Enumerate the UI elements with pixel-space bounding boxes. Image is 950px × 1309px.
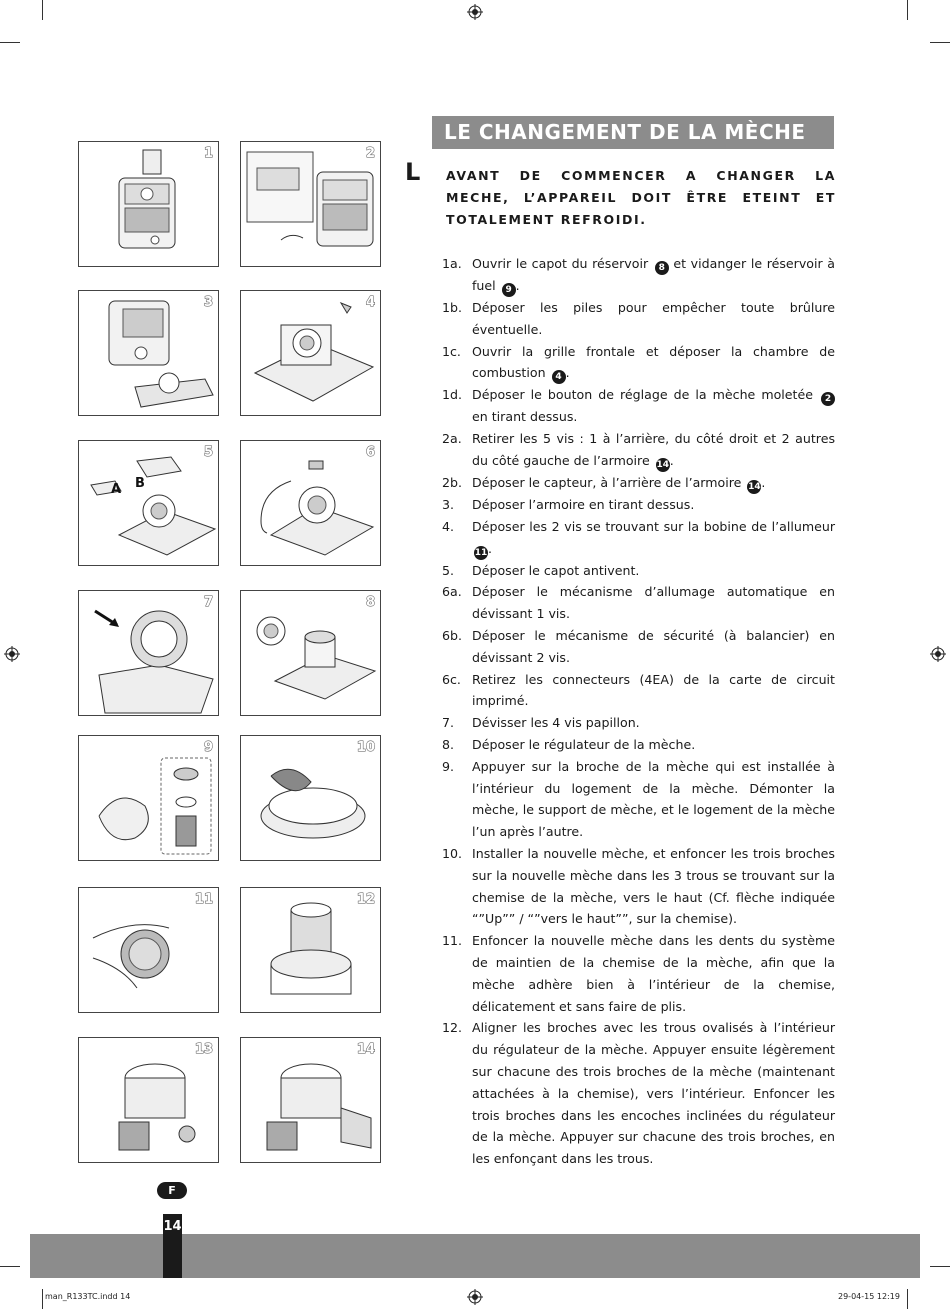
step-item (442, 625, 835, 669)
step-item (442, 297, 835, 341)
heater-battery-illustration-icon (241, 142, 380, 266)
figure-number: 4 (365, 295, 375, 310)
step-item (442, 712, 835, 734)
step-text-segment: Installer la nouvelle mèche, et enfoncer les trois broches sur la nouvelle mèche dans les 3 trous se trouvant sur la chemise de la mèche, vers le haut (Cf. flèche indiquée “”Up”” / “”vers le haut””, sur la chemise). (472, 845, 835, 927)
heater-sensor-illustration-icon (241, 441, 380, 565)
language-badge: F (157, 1182, 187, 1199)
step-number: 8. (442, 736, 455, 752)
safety-mechanism-illustration-icon (241, 591, 380, 715)
figure-14 (240, 1037, 381, 1163)
step-text-segment: Déposer le capot antivent. (472, 562, 640, 578)
figure-number: 2 (365, 146, 375, 161)
figure-3 (78, 290, 219, 416)
step-number: 3. (442, 496, 455, 512)
step-item (442, 472, 835, 494)
figure-number: 13 (194, 1042, 213, 1057)
figure-label-a: A (111, 482, 122, 497)
step-text (472, 712, 835, 734)
step-text-segment: Déposer le régulateur de la mèche. (472, 736, 696, 752)
step-text-segment: Appuyer sur la broche de la mèche qui est installée à l’intérieur du logement de la mèche. Démonter la mèche, le support de mèche, et le logement de la mèche l’un après l’autre. (472, 758, 835, 840)
figure-number: 12 (356, 892, 375, 907)
crop-mark (0, 42, 20, 43)
figure-number: 3 (203, 295, 213, 310)
figure-2 (240, 141, 381, 267)
step-text-segment: Déposer le capteur, à l’arrière de l’armoire (472, 474, 746, 490)
step-number: 12. (442, 1020, 463, 1036)
step-number: 5. (442, 562, 455, 578)
section-heading: LE CHANGEMENT DE LA MÈCHE (432, 116, 834, 149)
step-text (472, 472, 835, 494)
reference-number-badge: 4 (552, 370, 566, 384)
warning-text: AVANT DE COMMENCER A CHANGER LA MECHE, L’APPAREIL DOIT ÊTRE ETEINT ET TOTALEMENT REFROIDI. (446, 168, 836, 227)
step-text (472, 669, 835, 713)
step-text-segment: Aligner les broches avec les trous ovalisés à l’intérieur du régulateur de la mèche. Appuyer ensuite légèrement sur chacune des trois broches de la mèche (maintenant attachées à la chemise), vers l’intérieur. Enfoncer les trois broches dans les encoches inclinées du régulateur de la mèche. Appuyer sur chacune des trois broches, en les enfonçant dans les trous. (472, 1020, 835, 1167)
language-letter: L (405, 158, 421, 186)
registration-mark-icon (930, 646, 946, 662)
step-number: 1c. (442, 343, 461, 359)
step-item (442, 1017, 835, 1170)
figure-12 (240, 887, 381, 1013)
slug-date: 29-04-15 12:19 (838, 1292, 900, 1301)
step-number: 7. (442, 715, 455, 731)
step-text (472, 297, 835, 341)
step-item (442, 428, 835, 472)
page-number: 14 (163, 1219, 182, 1234)
step-number: 4. (442, 518, 455, 534)
figure-10 (240, 735, 381, 861)
step-number: 1a. (442, 256, 462, 271)
figure-number: 8 (365, 595, 375, 610)
crop-mark (42, 0, 43, 20)
step-text-segment: . (669, 452, 674, 468)
heater-tank-illustration-icon (79, 142, 218, 266)
step-item (442, 341, 835, 385)
step-text (472, 930, 835, 1017)
figure-number: 7 (203, 595, 213, 610)
step-text-segment: Déposer le mécanisme d’allumage automatique en dévissant 1 vis. (472, 584, 835, 622)
step-text-segment: Retirer les 5 vis : 1 à l’arrière, du côté droit et 2 autres du côté gauche de l’armoire (472, 431, 835, 468)
crop-mark (907, 1289, 908, 1309)
step-text-segment: Déposer le mécanisme de sécurité (à balancier) en dévissant 2 vis. (472, 627, 835, 665)
figure-number: 5 (203, 445, 213, 460)
figure-6 (240, 440, 381, 566)
step-number: 10. (442, 845, 463, 861)
step-text-segment: . (761, 474, 766, 490)
step-text-segment: . (515, 278, 520, 293)
heater-cabinet-illustration-icon (79, 291, 218, 415)
step-text-segment: Déposer les 2 vis se trouvant sur la bobine de l’allumeur (472, 518, 835, 534)
step-text (472, 428, 835, 472)
step-number: 2a. (442, 431, 462, 447)
step-text-segment: et vidanger le réservoir à fuel (472, 256, 835, 293)
step-text-segment: Déposer les piles pour empêcher toute brûlure éventuelle. (472, 300, 835, 337)
step-item (442, 734, 835, 756)
step-item (442, 494, 835, 516)
step-item (442, 253, 835, 297)
step-text (472, 494, 835, 516)
heater-screws-illustration-icon (79, 441, 218, 565)
step-text-segment: Dévisser les 4 vis papillon. (472, 715, 640, 731)
step-item (442, 756, 835, 843)
registration-mark-icon (467, 4, 483, 20)
step-text (472, 625, 835, 669)
step-text-segment: . (488, 540, 493, 556)
slug-filename: man_R133TC.indd 14 (45, 1292, 131, 1301)
step-text-segment: Déposer le bouton de réglage de la mèche moletée (472, 387, 819, 403)
step-text-segment: Enfoncer la nouvelle mèche dans les dents du système de maintien de la chemise de la mèche, afin que la mèche adhère bien à l’intérieur de la chemise, délicatement et sans faire de plis. (472, 933, 835, 1014)
figure-5 (78, 440, 219, 566)
step-text-segment: Ouvrir le capot du réservoir (472, 256, 653, 271)
step-number: 9. (442, 758, 455, 774)
step-number: 11. (442, 933, 463, 949)
step-text (472, 581, 835, 625)
figure-number: 1 (203, 146, 213, 161)
step-item (442, 669, 835, 713)
step-item (442, 560, 835, 582)
crop-mark (907, 0, 908, 20)
step-item (442, 581, 835, 625)
step-text (472, 253, 835, 297)
heater-base-illustration-icon (241, 291, 380, 415)
wick-parts-illustration-icon (79, 736, 218, 860)
reference-number-badge: 14 (656, 459, 669, 470)
figure-8 (240, 590, 381, 716)
step-item (442, 384, 835, 428)
step-text (472, 843, 835, 930)
crop-mark (0, 1266, 20, 1267)
figure-13 (78, 1037, 219, 1163)
figure-7 (78, 590, 219, 716)
step-text-segment: Retirez les connecteurs (4EA) de la carte de circuit imprimé. (472, 671, 835, 709)
reference-number-badge: 8 (655, 261, 669, 275)
steps-list (442, 253, 835, 1170)
step-number: 1d. (442, 387, 463, 403)
figure-11 (78, 887, 219, 1013)
ignition-cap-illustration-icon (79, 591, 218, 715)
step-text (472, 384, 835, 428)
step-item (442, 930, 835, 1017)
reference-number-badge: 9 (502, 283, 516, 297)
figure-number: 9 (203, 740, 213, 755)
reference-number-badge: 11 (474, 547, 488, 558)
registration-mark-icon (467, 1289, 483, 1305)
crop-mark (42, 1289, 43, 1309)
figure-number: 11 (194, 892, 213, 907)
step-item (442, 516, 835, 560)
figure-label-b: B (135, 476, 145, 491)
figure-4 (240, 290, 381, 416)
step-text (472, 734, 835, 756)
figure-number: 6 (365, 445, 375, 460)
step-number: 2b. (442, 474, 463, 490)
step-number: 6a. (442, 584, 462, 600)
registration-mark-icon (4, 646, 20, 662)
reference-number-badge: 14 (748, 481, 761, 492)
step-text (472, 516, 835, 560)
step-number: 6c. (442, 671, 461, 687)
crop-mark (930, 42, 950, 43)
figure-1 (78, 141, 219, 267)
step-text-segment: Ouvrir la grille frontale et déposer la chambre de combustion (472, 343, 835, 381)
crop-mark (930, 1266, 950, 1267)
step-text-segment: en tirant dessus. (472, 409, 578, 425)
step-text-segment: Déposer l’armoire en tirant dessus. (472, 496, 695, 512)
reference-number-badge: 2 (821, 392, 835, 406)
step-item (442, 843, 835, 930)
step-text (472, 756, 835, 843)
step-text (472, 1017, 835, 1170)
figure-number: 14 (356, 1042, 375, 1057)
figure-9 (78, 735, 219, 861)
step-number: 6b. (442, 627, 463, 643)
step-number: 1b. (442, 300, 463, 315)
step-text (472, 560, 835, 582)
step-text (472, 341, 835, 385)
figure-number: 10 (356, 740, 375, 755)
step-text-segment: . (565, 365, 570, 381)
